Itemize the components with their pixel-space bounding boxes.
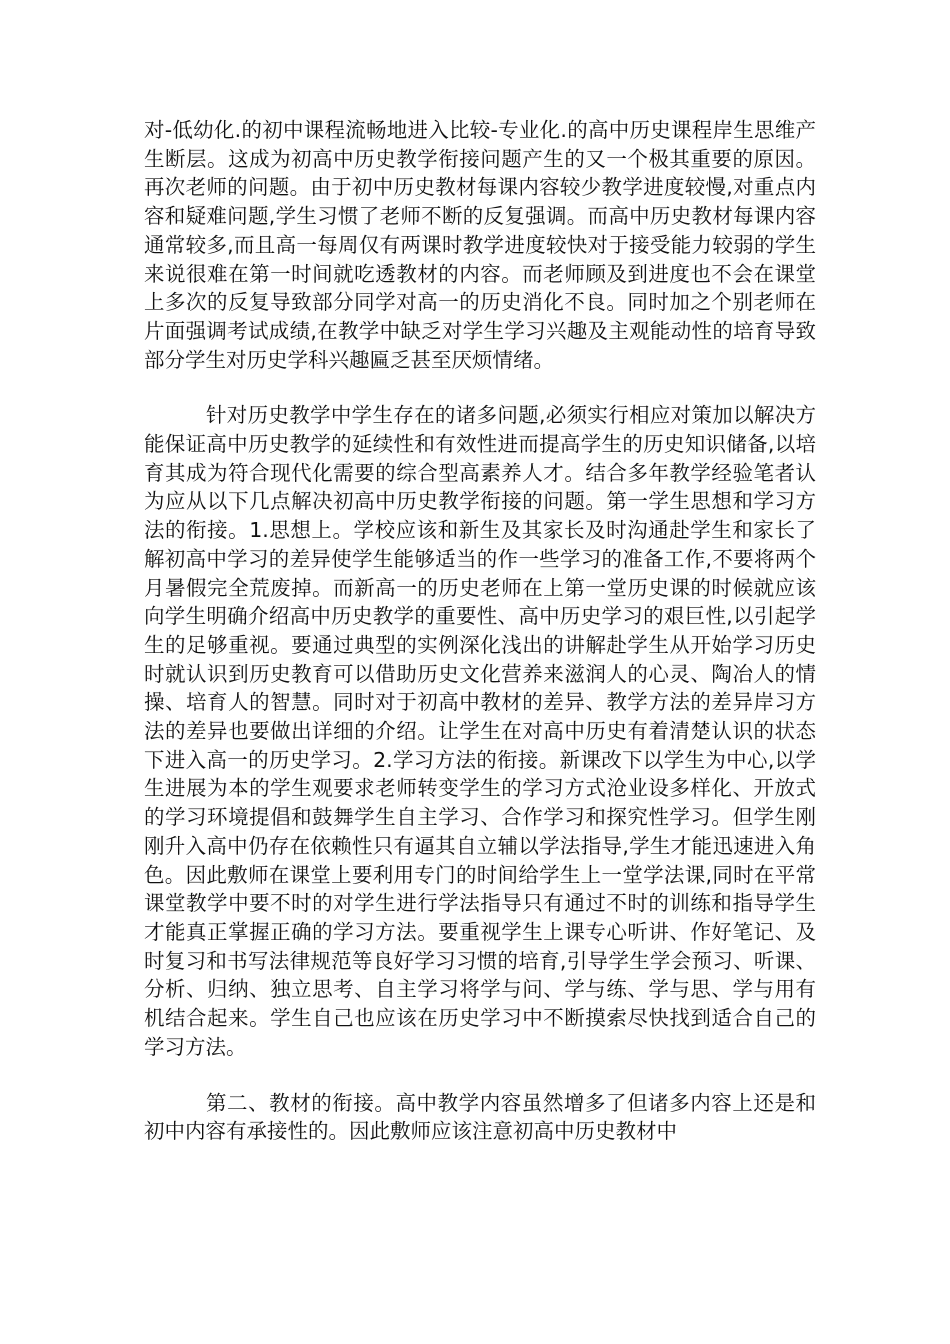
paragraph-1: 对-低幼化.的初中课程流畅地进入比较-专业化.的高中历史课程岸生思维产生断层。这成为初高中历史教学衔接问题产生的又一个极其重要的原因。再次老师的问题。由于初中历史教材每课内容较少教学进度较慢,对重点内容和疑难问题,学生习惯了老师不断的反复强调。而高中历史教材每课内容通常较多,而且高一每周仅有两课时教学进度较快对于接受能力较弱的学生来说很难在第一时间就吃透教材的内容。而老师顾及到进度也不会在课堂上多次的反复导致部分同学对高一的历史消化不良。同时加之个别老师在片面强调考试成绩,在教学中缺乏对学生学习兴趣及主观能动性的培育导致部分学生对历史学科兴趣匾乏甚至厌烦情绪。	[144, 118, 816, 372]
paragraph-3: 第二、教材的衔接。高中教学内容虽然增多了但诸多内容上还是和初中内容有承接性的。因此敷师应该注意初高中历史教材中	[144, 1090, 816, 1144]
document-page	[144, 116, 816, 1146]
paragraph-gap	[144, 1062, 816, 1089]
paragraph-gap	[144, 374, 816, 401]
paragraph-2: 针对历史教学中学生存在的诸多问题,必须实行相应对策加以解决方能保证高中历史教学的延续性和有效性进而提高学生的历史知识储备,以培育其成为符合现代化需要的综合型高素养人才。结合多年教学经验笔者认为应从以下几点解决初高中历史教学衔接的问题。第一学生思想和学习方法的衔接。1.思想上。学校应该和新生及其家长及时沟通赴学生和家长了解初高中学习的差异使学生能够适当的作一些学习的准备工作,不要将两个月暑假完全荒废掉。而新高一的历史老师在上第一堂历史课的时候就应该向学生明确介绍高中历史教学的重要性、高中历史学习的艰巨性,以引起学生的足够重视。要通过典型的实例深化浅出的讲解赴学生从开始学习历史时就认识到历史教育可以借助历史文化营养来滋润人的心灵、陶冶人的情操、培育人的智慧。同时对于初高中教材的差异、教学方法的差异岸习方法的差异也要做出详细的介绍。让学生在对高中历史有着清楚认识的状态下进入高一的历史学习。2.学习方法的衔接。新课改下以学生为中心,以学生进展为本的学生观要求老师转变学生的学习方式沧业设多样化、开放式的学习环境提倡和鼓舞学生自主学习、合作学习和探究性学习。但学生刚刚升入高中仍存在依赖性只有逼其自立辅以学法指导,学生才能迅速进入角色。因此敷师在课堂上要利用专门的时间给学生上一堂学法课,同时在平常课堂教学中要不时的对学生进行学法指导只有通过不时的训练和指导学生才能真正掌握正确的学习方法。要重视学生上课专心听讲、作好笔记、及时复习和书写法律规范等良好学习习惯的培育,引导学生学会预习、听课、分析、归纳、独立思考、自主学习将学与问、学与练、学与思、学与用有机结合起来。学生自己也应该在历史学习中不断摸索尽快找到适合自己的学习方法。	[144, 403, 816, 1059]
